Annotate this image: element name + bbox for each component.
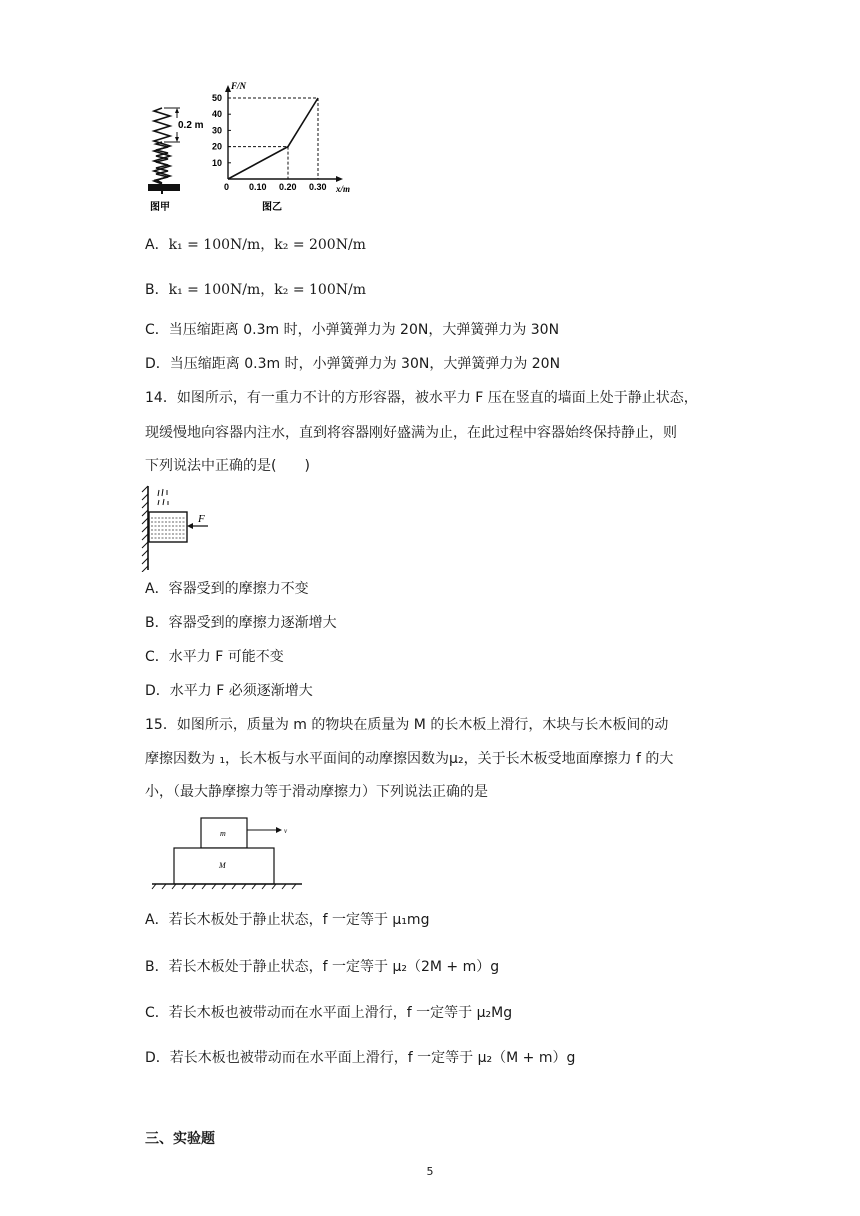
label-jia: 图甲 (150, 202, 170, 213)
q14-option-a: A．容器受到的摩擦力不变 (145, 581, 309, 597)
spring-base (148, 184, 180, 191)
block-board-figure (148, 814, 308, 890)
x-tick-label: 0 (224, 182, 230, 192)
block-m-label: m (220, 829, 226, 838)
spring-figure (140, 80, 370, 215)
y-tick-label: 20 (212, 141, 223, 152)
data-line (228, 98, 318, 179)
ground-hatching (152, 884, 296, 889)
q14-option-b: B．容器受到的摩擦力逐渐增大 (145, 615, 337, 631)
q15-stem-line2: 摩擦因数为 ₁，长木板与水平面间的动摩擦因数为μ₂，关于长木板受地面摩擦力 f 的大 (145, 751, 674, 767)
inner-spring (156, 142, 168, 183)
wall-hatching (142, 486, 148, 572)
q15-option-a: A．若长木板处于静止状态，f 一定等于 μ₁mg (145, 912, 430, 928)
force-label: F (198, 513, 205, 525)
spring-figure-svg (140, 80, 370, 215)
x-axis-label: x/m (336, 184, 351, 194)
q15-option-c: C．若长木板也被带动而在水平面上滑行，f 一定等于 μ₂Mg (145, 1005, 513, 1021)
q15-option-b: B．若长木板处于静止状态，f 一定等于 μ₂（2M + m）g (145, 959, 500, 975)
water-drops (158, 489, 168, 505)
q15-option-d: D．若长木板也被带动而在水平面上滑行，f 一定等于 μ₂（M + m）g (145, 1050, 576, 1066)
q13-option-b: B．k₁ = 100N/m，k₂ = 100N/m (145, 282, 366, 298)
q14-stem-line3: 下列说法中正确的是( ) (145, 458, 310, 474)
board-M-label: M (219, 861, 226, 870)
y-tick-label: 10 (212, 157, 223, 168)
force-graph (212, 81, 350, 213)
q14-option-c: C．水平力 F 可能不变 (145, 649, 284, 665)
x-tick-label: 0.30 (309, 182, 327, 192)
x-tick-label: 0.20 (279, 182, 297, 192)
page-number: 5 (426, 1165, 434, 1178)
y-tick-label: 40 (212, 109, 223, 120)
q14-stem-line1: 14．如图所示，有一重力不计的方形容器，被水平力 F 压在竖直的墙面上处于静止状态， (145, 390, 698, 406)
x-tick-label: 0.10 (249, 182, 267, 192)
q13-option-d: D．当压缩距离 0.3m 时，小弹簧弹力为 30N，大弹簧弹力为 20N (145, 356, 561, 372)
compression-label: 0.2 m (178, 120, 204, 131)
q13-option-c: C．当压缩距离 0.3m 时，小弹簧弹力为 20N，大弹簧弹力为 30N (145, 322, 560, 338)
container-wall-figure (140, 484, 220, 572)
q15-stem-line1: 15．如图所示，质量为 m 的物块在质量为 M 的长木板上滑行，木块与长木板间的动 (145, 717, 669, 733)
section-heading: 三、实验题 (145, 1131, 215, 1147)
label-yi: 图乙 (262, 202, 282, 213)
q14-option-d: D．水平力 F 必须逐渐增大 (145, 683, 313, 699)
q14-stem-line2: 现缓慢地向容器内注水，直到将容器刚好盛满为止，在此过程中容器始终保持静止，则 (145, 425, 677, 441)
y-axis-label: F/N (231, 81, 247, 91)
y-tick-label: 30 (212, 125, 223, 136)
container (149, 512, 187, 542)
y-tick-label: 50 (212, 93, 223, 103)
q15-stem-line3: 小，（最大静摩擦力等于滑动摩擦力）下列说法正确的是 (145, 784, 488, 800)
water (151, 518, 185, 538)
q13-option-a: A．k₁ = 100N/m，k₂ = 200N/m (145, 237, 366, 253)
velocity-label: v (284, 827, 288, 835)
